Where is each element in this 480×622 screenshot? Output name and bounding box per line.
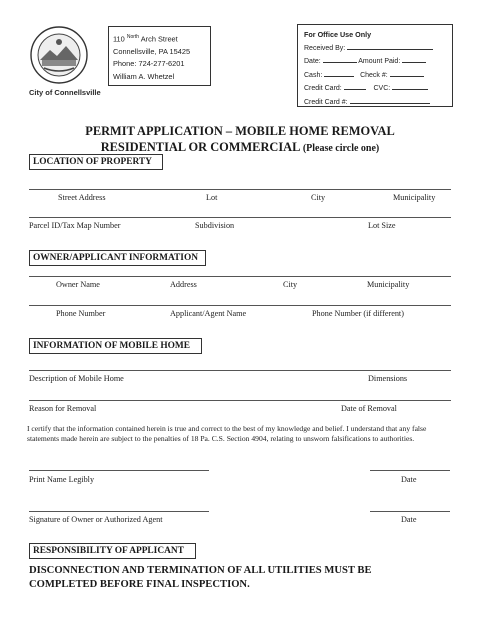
label-applicant-agent: Applicant/Agent Name bbox=[170, 309, 247, 318]
street-line: 110 $^{North}$ Arch Street bbox=[113, 34, 178, 44]
label-phone-number: Phone Number bbox=[56, 309, 106, 318]
mobile-home-row2-line[interactable] bbox=[29, 400, 451, 401]
date1-line[interactable] bbox=[370, 470, 450, 471]
location-row2-line[interactable] bbox=[29, 217, 451, 218]
label-dimensions: Dimensions bbox=[368, 374, 408, 383]
label-street-address: Street Address bbox=[58, 193, 106, 202]
label-owner-city: City bbox=[283, 280, 298, 289]
label-owner-municipality: Municipality bbox=[367, 280, 410, 289]
received-by-field[interactable]: Received By: bbox=[304, 42, 452, 56]
section-mobile-home-heading: INFORMATION OF MOBILE HOME bbox=[29, 338, 202, 354]
city-name: City of Connellsville bbox=[29, 88, 101, 97]
label-phone-if-different: Phone Number (if different) bbox=[312, 309, 404, 318]
city-seal-logo bbox=[30, 26, 88, 84]
office-use-box bbox=[297, 24, 453, 107]
address-box bbox=[108, 26, 211, 86]
label-subdivision: Subdivision bbox=[195, 221, 235, 230]
contact-name: William A. Whetzel bbox=[113, 71, 175, 81]
credit-cvc-field[interactable]: Credit Card: CVC: bbox=[304, 82, 452, 96]
date2-line[interactable] bbox=[370, 511, 450, 512]
signature-line[interactable] bbox=[29, 511, 209, 512]
section-owner-heading: OWNER/APPLICANT INFORMATION bbox=[29, 250, 206, 266]
label-parcel-id: Parcel ID/Tax Map Number bbox=[29, 221, 121, 230]
label-lot: Lot bbox=[206, 193, 218, 202]
mobile-home-row1-line[interactable] bbox=[29, 370, 451, 371]
label-municipality: Municipality bbox=[393, 193, 436, 202]
label-date1: Date bbox=[401, 475, 417, 484]
certification-text: I certify that the information contained herein is true and correct to the best of my knowledge and belief. I understand that any false statements made herein are subject to the penalties of 18 Pa. C.S. Section 4904, relating to unsworn falsifications to authorities. bbox=[27, 424, 427, 443]
print-name-line[interactable] bbox=[29, 470, 209, 471]
section-responsibility-heading: RESPONSIBILITY OF APPLICANT bbox=[29, 543, 196, 559]
office-use-title: For Office Use Only bbox=[304, 30, 372, 39]
label-owner-name: Owner Name bbox=[56, 280, 100, 289]
label-date-removal: Date of Removal bbox=[341, 404, 397, 413]
section-location-heading: LOCATION OF PROPERTY bbox=[29, 154, 163, 170]
label-signature: Signature of Owner or Authorized Agent bbox=[29, 515, 163, 524]
date-amount-field[interactable]: Date: Amount Paid: bbox=[304, 55, 452, 69]
label-reason-removal: Reason for Removal bbox=[29, 404, 97, 413]
label-lot-size: Lot Size bbox=[368, 221, 396, 230]
credit-card-number-field[interactable]: Credit Card #: bbox=[304, 96, 452, 110]
city-state-zip: Connellsville, PA 15425 bbox=[113, 46, 191, 56]
location-row1-line[interactable] bbox=[29, 189, 451, 190]
owner-row2-line[interactable] bbox=[29, 305, 451, 306]
form-title: PERMIT APPLICATION – MOBILE HOME REMOVAL bbox=[85, 124, 395, 138]
label-description: Description of Mobile Home bbox=[29, 374, 124, 383]
owner-row1-line[interactable] bbox=[29, 276, 451, 277]
label-city: City bbox=[311, 193, 326, 202]
phone-line: Phone: 724-277-6201 bbox=[113, 59, 185, 69]
label-date2: Date bbox=[401, 515, 417, 524]
form-subtitle: RESIDENTIAL OR COMMERCIAL (Please circle one) bbox=[100, 140, 380, 154]
label-print-name: Print Name Legibly bbox=[29, 475, 95, 484]
responsibility-text: DISCONNECTION AND TERMINATION OF ALL UTILITIES MUST BE COMPLETED BEFORE FINAL INSPECTION. bbox=[29, 565, 372, 590]
label-address: Address bbox=[170, 280, 197, 289]
cash-check-field[interactable]: Cash: Check #: bbox=[304, 69, 452, 83]
